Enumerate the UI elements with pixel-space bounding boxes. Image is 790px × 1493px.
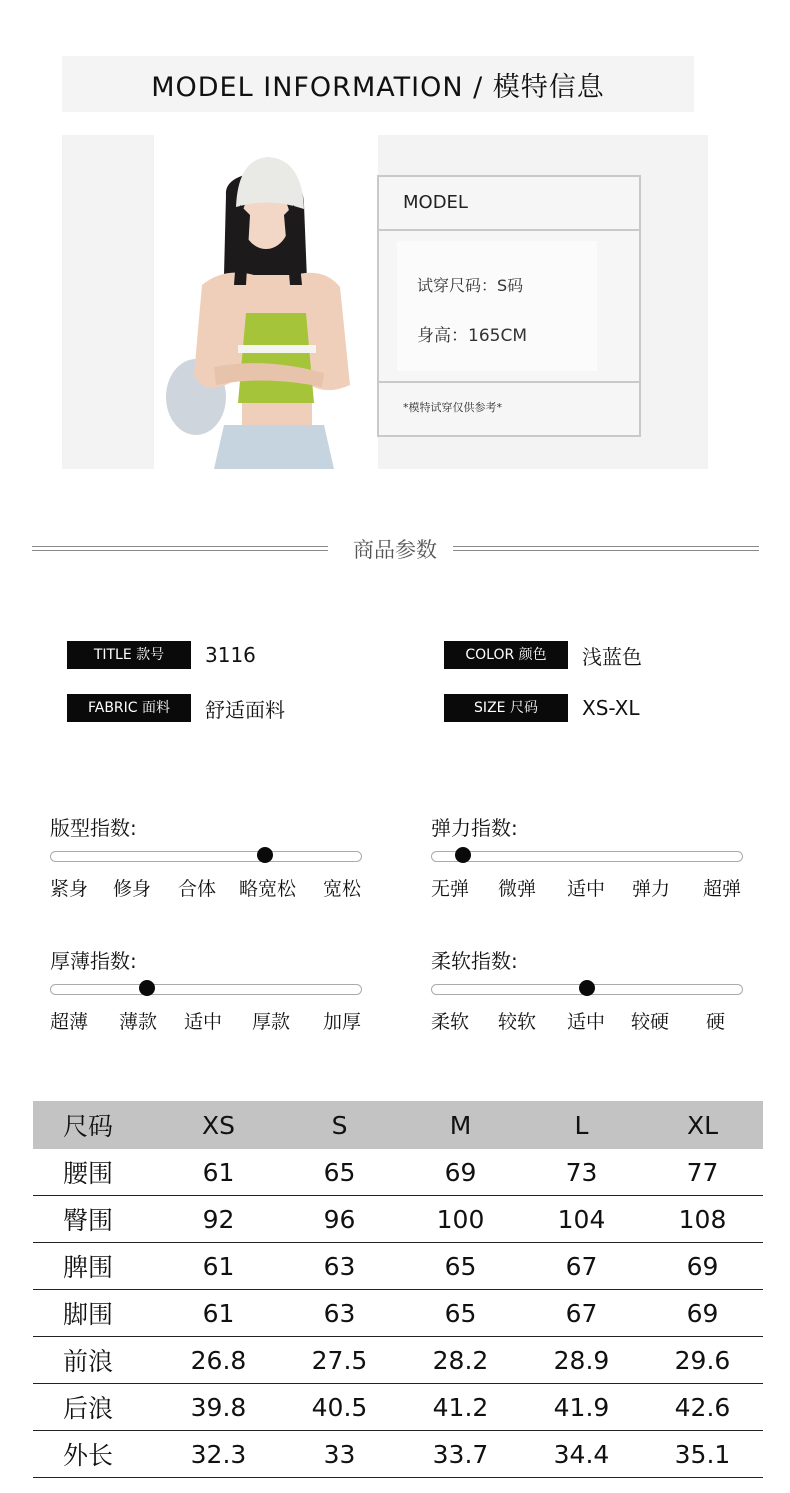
table-cell: 34.4 bbox=[521, 1431, 642, 1478]
table-cell: 73 bbox=[521, 1149, 642, 1196]
slider-softness-label: 较硬 bbox=[631, 1011, 670, 1033]
header-banner bbox=[62, 56, 694, 112]
slider-fit-label: 修身 bbox=[113, 878, 152, 900]
table-cell: 28.2 bbox=[400, 1337, 521, 1384]
table-header-cell: XL bbox=[642, 1101, 763, 1149]
table-cell: 104 bbox=[521, 1196, 642, 1243]
slider-thickness-track bbox=[50, 984, 362, 995]
table-row bbox=[33, 1243, 763, 1290]
table-cell: 108 bbox=[642, 1196, 763, 1243]
slider-thickness-label: 加厚 bbox=[323, 1011, 362, 1033]
model-note: *模特试穿仅供参考* bbox=[403, 401, 502, 414]
slider-fit-label: 紧身 bbox=[50, 878, 89, 900]
slider-softness-knob bbox=[579, 980, 595, 996]
table-cell: 92 bbox=[158, 1196, 279, 1243]
table-cell: 69 bbox=[642, 1290, 763, 1337]
param-size bbox=[444, 694, 639, 722]
color-tag: COLOR 颜色 bbox=[444, 641, 568, 669]
table-cell: 40.5 bbox=[279, 1384, 400, 1431]
table-cell: 腰围 bbox=[33, 1149, 158, 1196]
table-cell: 28.9 bbox=[521, 1337, 642, 1384]
title-tag: TITLE 款号 bbox=[67, 641, 191, 669]
table-cell: 外长 bbox=[33, 1431, 158, 1478]
table-cell: 26.8 bbox=[158, 1337, 279, 1384]
slider-softness-label: 柔软 bbox=[431, 1011, 470, 1033]
model-panel bbox=[62, 135, 708, 469]
table-cell: 65 bbox=[279, 1149, 400, 1196]
slider-softness-label: 适中 bbox=[567, 1011, 606, 1033]
table-cell: 后浪 bbox=[33, 1384, 158, 1431]
table-cell: 65 bbox=[400, 1290, 521, 1337]
slider-softness-labels bbox=[431, 1007, 751, 1035]
size-tag: SIZE 尺码 bbox=[444, 694, 568, 722]
table-row bbox=[33, 1431, 763, 1478]
table-cell: 32.3 bbox=[158, 1431, 279, 1478]
slider-fit-track bbox=[50, 851, 362, 862]
model-details bbox=[379, 231, 639, 383]
slider-stretch-title: 弹力指数: bbox=[431, 816, 518, 840]
table-header-cell: M bbox=[400, 1101, 521, 1149]
param-fabric bbox=[67, 694, 285, 722]
table-cell: 61 bbox=[158, 1149, 279, 1196]
table-header-cell: 尺码 bbox=[33, 1101, 158, 1149]
table-row bbox=[33, 1337, 763, 1384]
slider-fit-knob bbox=[257, 847, 273, 863]
title-value: 3116 bbox=[205, 643, 256, 667]
table-cell: 96 bbox=[279, 1196, 400, 1243]
table-cell: 前浪 bbox=[33, 1337, 158, 1384]
table-cell: 33.7 bbox=[400, 1431, 521, 1478]
param-color bbox=[444, 641, 642, 669]
table-row bbox=[33, 1196, 763, 1243]
table-cell: 33 bbox=[279, 1431, 400, 1478]
table-header-row bbox=[33, 1101, 763, 1149]
model-details-bg bbox=[397, 241, 597, 371]
table-cell: 67 bbox=[521, 1243, 642, 1290]
fabric-tag: FABRIC 面料 bbox=[67, 694, 191, 722]
table-header-cell: XS bbox=[158, 1101, 279, 1149]
table-cell: 39.8 bbox=[158, 1384, 279, 1431]
model-height: 身高：165CM bbox=[417, 326, 527, 346]
table-cell: 61 bbox=[158, 1290, 279, 1337]
header-title: MODEL INFORMATION / 模特信息 bbox=[151, 71, 605, 103]
table-cell: 63 bbox=[279, 1290, 400, 1337]
slider-thickness-label: 超薄 bbox=[50, 1011, 89, 1033]
table-cell: 41.2 bbox=[400, 1384, 521, 1431]
section-title-text: 商品参数 bbox=[353, 538, 437, 562]
table-header-cell: L bbox=[521, 1101, 642, 1149]
slider-thickness-knob bbox=[139, 980, 155, 996]
slider-thickness-labels bbox=[50, 1007, 370, 1035]
model-label: MODEL bbox=[403, 192, 468, 213]
model-label-row bbox=[379, 177, 639, 231]
table-cell: 77 bbox=[642, 1149, 763, 1196]
slider-stretch-knob bbox=[455, 847, 471, 863]
table-cell: 100 bbox=[400, 1196, 521, 1243]
slider-stretch-label: 弹力 bbox=[632, 878, 671, 900]
slider-fit-title: 版型指数: bbox=[50, 816, 137, 840]
table-cell: 35.1 bbox=[642, 1431, 763, 1478]
slider-stretch-labels bbox=[431, 874, 751, 902]
fabric-value: 舒适面料 bbox=[205, 697, 285, 722]
table-cell: 61 bbox=[158, 1243, 279, 1290]
table-cell: 41.9 bbox=[521, 1384, 642, 1431]
table-header-cell: S bbox=[279, 1101, 400, 1149]
size-table bbox=[33, 1101, 763, 1478]
param-title bbox=[67, 641, 256, 669]
slider-stretch-label: 无弹 bbox=[431, 878, 470, 900]
size-value: XS-XL bbox=[582, 696, 640, 720]
table-cell: 42.6 bbox=[642, 1384, 763, 1431]
slider-fit-label: 略宽松 bbox=[239, 878, 297, 900]
slider-softness-title: 柔软指数: bbox=[431, 949, 518, 973]
model-photo bbox=[154, 135, 378, 469]
table-cell: 65 bbox=[400, 1243, 521, 1290]
table-cell: 67 bbox=[521, 1290, 642, 1337]
table-row bbox=[33, 1290, 763, 1337]
model-info-box bbox=[377, 175, 641, 437]
table-cell: 63 bbox=[279, 1243, 400, 1290]
slider-fit-label: 宽松 bbox=[323, 878, 362, 900]
slider-stretch-track bbox=[431, 851, 743, 862]
slider-stretch-label: 微弹 bbox=[498, 878, 537, 900]
table-cell: 29.6 bbox=[642, 1337, 763, 1384]
table-cell: 臀围 bbox=[33, 1196, 158, 1243]
section-title bbox=[0, 530, 790, 566]
table-row bbox=[33, 1384, 763, 1431]
slider-softness-label: 较软 bbox=[498, 1011, 537, 1033]
slider-thickness-label: 薄款 bbox=[119, 1011, 158, 1033]
model-try-size: 试穿尺码：S码 bbox=[417, 276, 524, 295]
table-cell: 69 bbox=[642, 1243, 763, 1290]
divider-right bbox=[453, 546, 759, 551]
slider-stretch-label: 适中 bbox=[567, 878, 606, 900]
table-cell: 27.5 bbox=[279, 1337, 400, 1384]
slider-stretch-label: 超弹 bbox=[703, 878, 742, 900]
table-row bbox=[33, 1149, 763, 1196]
slider-thickness-title: 厚薄指数: bbox=[50, 949, 137, 973]
slider-thickness-label: 适中 bbox=[184, 1011, 223, 1033]
slider-fit-labels bbox=[50, 874, 370, 902]
slider-fit-label: 合体 bbox=[178, 878, 217, 900]
table-cell: 脾围 bbox=[33, 1243, 158, 1290]
slider-thickness-label: 厚款 bbox=[252, 1011, 291, 1033]
table-cell: 69 bbox=[400, 1149, 521, 1196]
table-cell: 脚围 bbox=[33, 1290, 158, 1337]
slider-softness-label: 硬 bbox=[706, 1011, 726, 1033]
color-value: 浅蓝色 bbox=[582, 644, 642, 669]
